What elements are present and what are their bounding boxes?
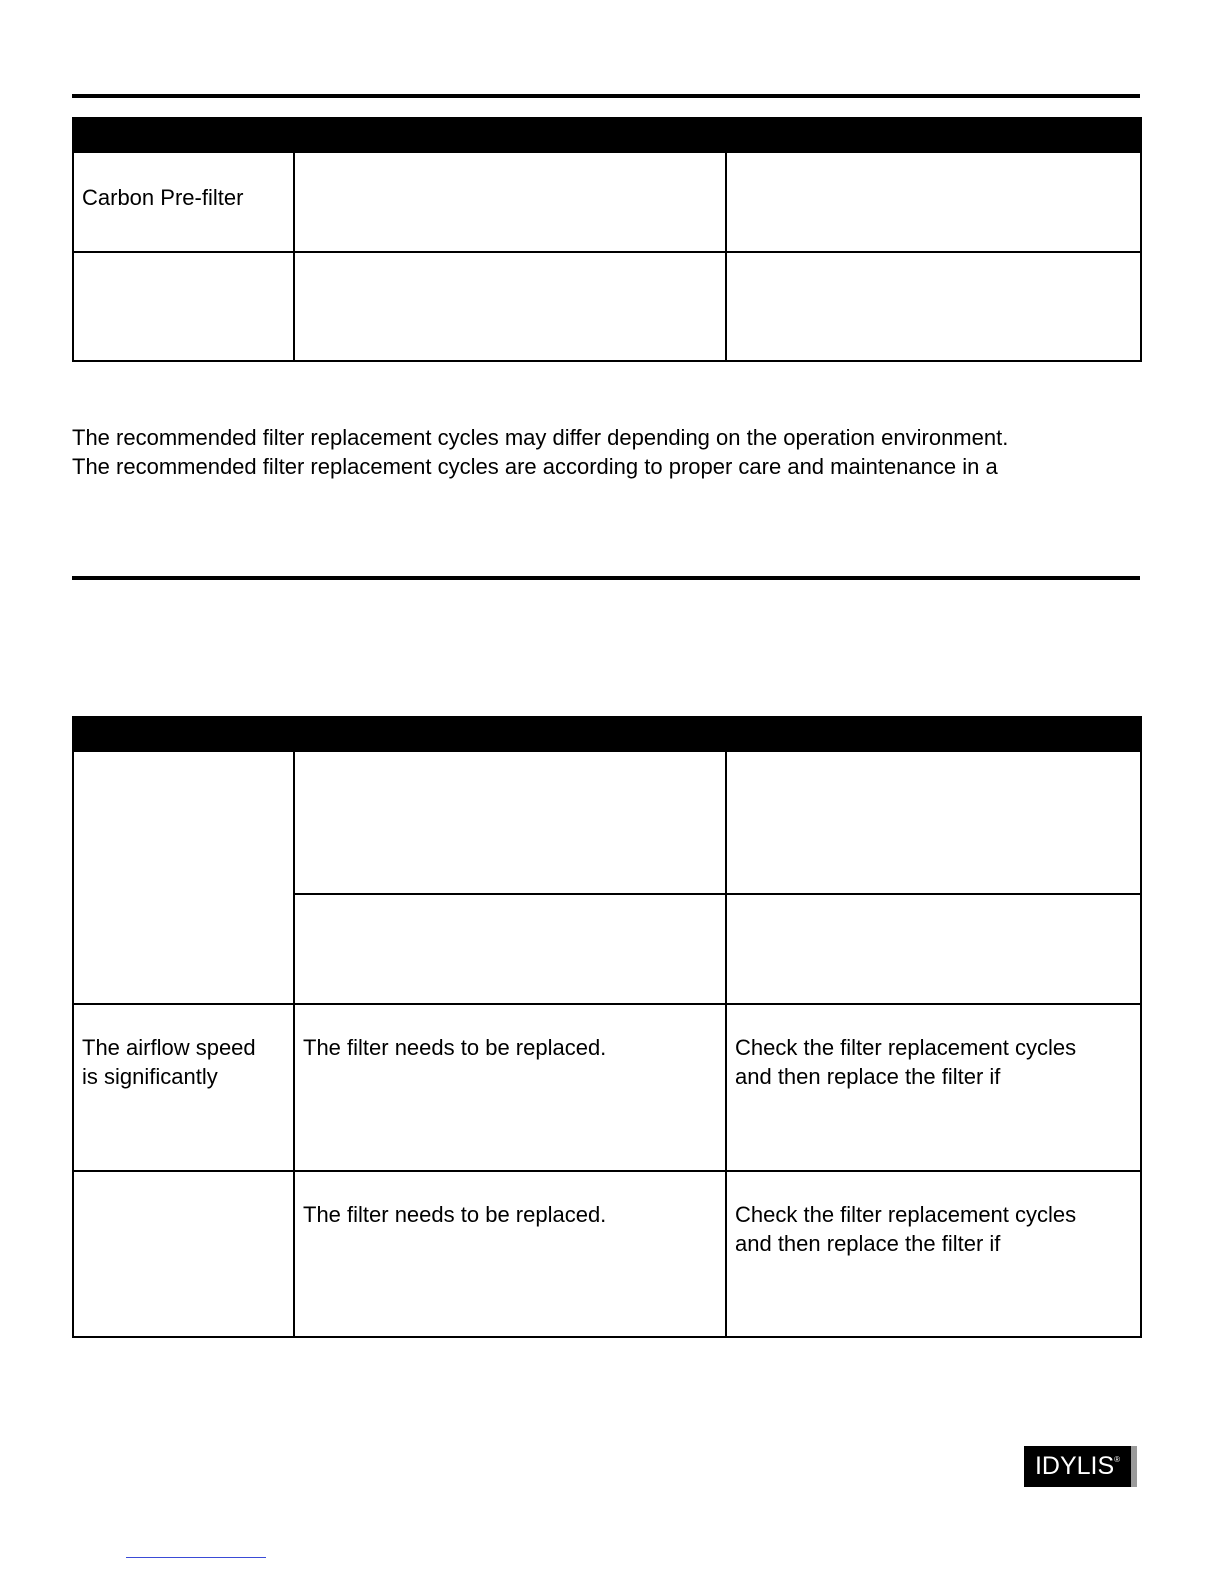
brand-name: IDYLIS: [1034, 1452, 1115, 1480]
cause-cell: [294, 751, 726, 894]
section-divider-top: [72, 94, 1140, 98]
note-line-1: The recommended filter replacement cycles may differ depending on the operation environment.: [72, 425, 1009, 450]
solution-cell: [726, 751, 1141, 894]
solution-cell: Check the filter replacement cycles and then replace the filter if: [726, 1171, 1141, 1337]
filter-item-cell: [73, 252, 294, 361]
solution-cell: Check the filter replacement cycles and then replace the filter if: [726, 1004, 1141, 1171]
table-row: [73, 152, 1141, 252]
problem-cell: The airflow speed is significantly: [73, 1004, 294, 1171]
cause-cell: [294, 894, 726, 1004]
table-row: [73, 751, 1141, 894]
filter-detail-cell: [294, 252, 726, 361]
troubleshooting-table: [72, 716, 1142, 1338]
filter-replacement-table: [72, 117, 1142, 362]
registered-mark: ®: [1114, 1455, 1121, 1464]
section-divider-middle: [72, 576, 1140, 580]
cause-cell: The filter needs to be replaced.: [294, 1004, 726, 1171]
problem-cell: [73, 751, 294, 1004]
table-row: [73, 1171, 1141, 1337]
table-row: [73, 252, 1141, 361]
solution-cell: [726, 894, 1141, 1004]
footer-link-underline[interactable]: [126, 1557, 266, 1558]
table-header-row: [73, 717, 1141, 751]
table-header-row: [73, 118, 1141, 152]
filter-cycle-cell: [726, 152, 1141, 252]
filter-cycle-cell: [726, 252, 1141, 361]
problem-cell: [73, 1171, 294, 1337]
filter-detail-cell: [294, 152, 726, 252]
cause-cell: The filter needs to be replaced.: [294, 1171, 726, 1337]
logo-accent-bar: [1131, 1446, 1137, 1487]
filter-item-cell: Carbon Pre-filter: [73, 152, 294, 252]
brand-logo: [1024, 1446, 1131, 1487]
note-line-2: The recommended filter replacement cycles are according to proper care and maintenance in a: [72, 454, 998, 479]
table-row: [73, 1004, 1141, 1171]
